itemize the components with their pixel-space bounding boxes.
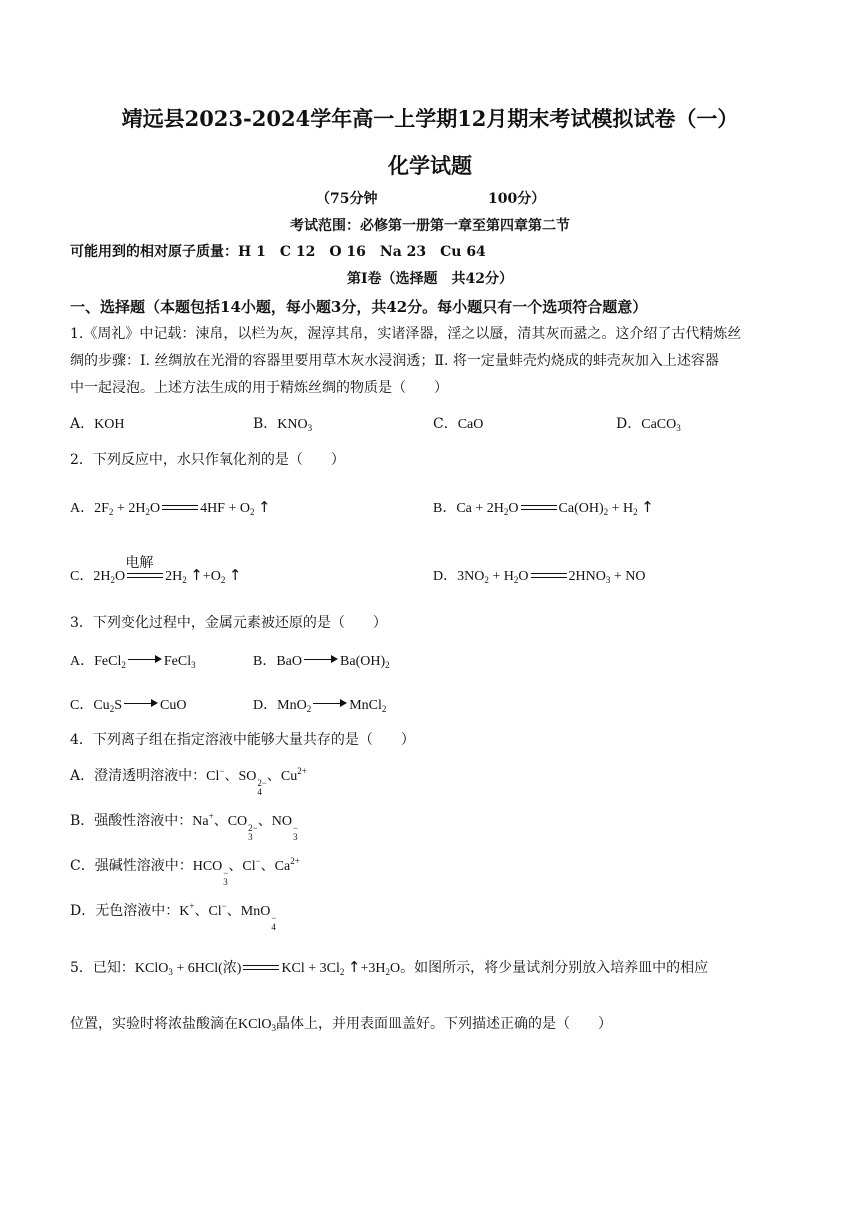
q1-line1: 1.《周礼》中记载：涑帛，以栏为灰，渥淳其帛，实诸泽器，淫之以蜃，清其灰而盝之。这介绍了古代精炼丝	[70, 326, 742, 342]
q2-option-a[interactable]: A．$2F_2 + 2H_2O$ $4HF + O_2$ ↑	[70, 498, 271, 517]
q5-line1: 5．已知：KClO$_3$ + 6HCl(浓) KCl + $3Cl_2$ $↑+3H_2O$。如图所示，将少量试剂分别放入培养皿中的相应	[70, 958, 709, 977]
q4-stem: 4．下列离子组在指定溶液中能够大量共存的是（ ）	[70, 732, 415, 748]
exam-title: 靖远县2023-2024学年高一上学期12月期末考试模拟试卷（一）	[121, 106, 739, 131]
q5-line2: 位置，实验时将浓盐酸滴在KClO$_3$晶体上，并用表面皿盖好。下列描述正确的是（ ）	[70, 1016, 612, 1033]
q4-option-c[interactable]: C．强碱性溶液中：HCO − 3 、Cl−、$Ca^{2+}$	[70, 856, 300, 887]
q1-option-b[interactable]: B．$KNO_3$	[253, 416, 313, 433]
q2-option-c[interactable]: C．$2H_2O$ 电解 $2H_2$ $↑+O_2$ ↑	[70, 565, 241, 585]
q1-option-a[interactable]: A．KOH	[70, 416, 125, 432]
q1-line2: 绸的步骤：Ⅰ. 丝绸放在光滑的容器里要用草木灰水浸润透；Ⅱ. 将一定量蚌壳灼烧成的蚌壳灰加入上述容器	[70, 353, 719, 369]
q3-stem: 3．下列变化过程中，金属元素被还原的是（ ）	[70, 615, 387, 631]
electrolysis-condition: 电解	[125, 555, 154, 571]
volume-heading: 第Ⅰ卷（选择题 共42分）	[346, 271, 514, 287]
q2-option-d[interactable]: D．$3NO_2 + H_2O$ $2HNO_3$ + NO	[433, 569, 646, 585]
q1-line3: 中一起浸泡。上述方法生成的用于精炼丝绸的物质是（ ）	[70, 380, 448, 396]
atomic-mass-line: 可能用到的相对原子质量：H 1 C 12 O 16 Na 23 Cu 64	[70, 244, 486, 260]
q3-option-d[interactable]: D．MnO$_2$ MnCl$_2$	[253, 698, 387, 714]
q2-option-b[interactable]: B．$Ca + 2H_2O$ $Ca(OH)_2 + H_2$ ↑	[433, 498, 654, 517]
exam-score: 100分）	[488, 191, 546, 207]
q3-option-a[interactable]: A．FeCl$_2$ FeCl$_3$	[70, 654, 196, 670]
q4-option-b[interactable]: B．强酸性溶液中：Na+、CO 2− 3 、NO − 3	[70, 811, 299, 842]
q4-option-a[interactable]: A．澄清透明溶液中：Cl−、SO 2− 4 、$Cu^{2+}$	[70, 766, 307, 797]
q4-option-d[interactable]: D．无色溶液中：K+、Cl−、MnO − 4	[70, 901, 277, 932]
q3-option-b[interactable]: B．BaO $Ba(OH)_2$	[253, 654, 390, 670]
q1-option-d[interactable]: D．CaCO$_3$	[616, 416, 681, 433]
exam-subtitle: 化学试题	[388, 153, 472, 178]
q2-stem: 2．下列反应中，水只作氧化剂的是（ ）	[70, 452, 345, 468]
exam-scope: 考试范围：必修第一册第一章至第四章第二节	[290, 218, 570, 234]
section-heading: 一、选择题（本题包括14小题，每小题3分，共42分。每小题只有一个选项符合题意）	[70, 298, 648, 316]
q3-option-c[interactable]: C．$Cu_2S$ CuO	[70, 698, 187, 714]
q1-option-c[interactable]: C．CaO	[433, 416, 484, 432]
exam-time: （75分钟	[316, 191, 378, 207]
